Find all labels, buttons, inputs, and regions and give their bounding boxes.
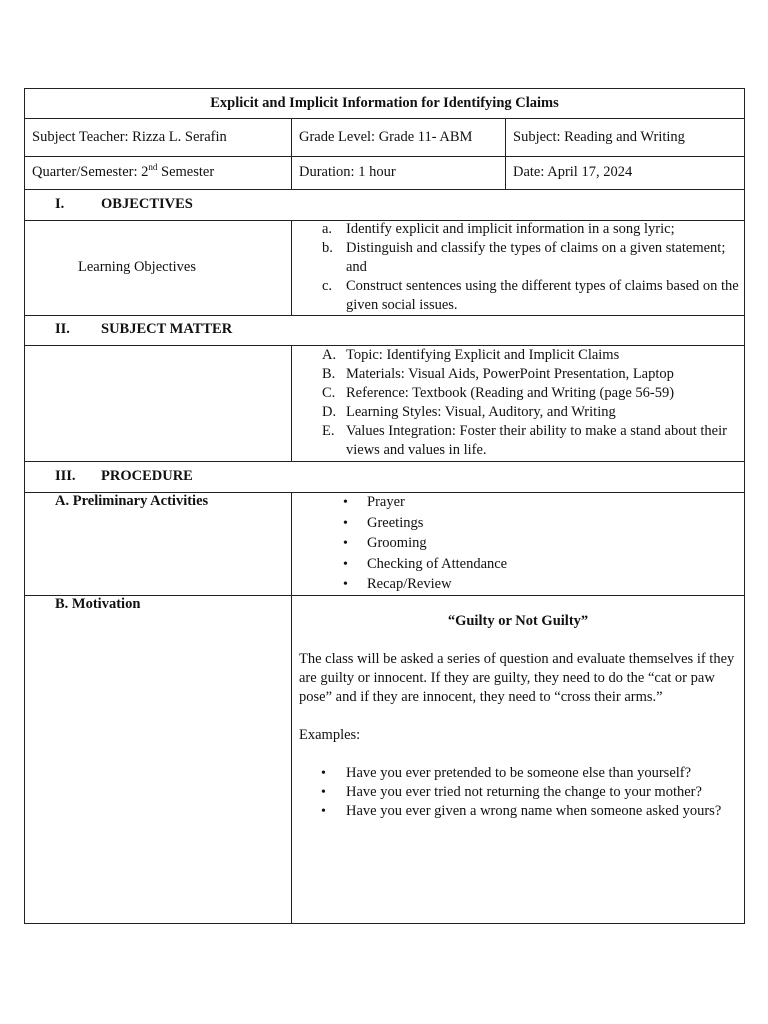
subject-matter-text: Learning Styles: Visual, Auditory, and Writing xyxy=(346,404,616,420)
preliminary-item-text: Checking of Attendance xyxy=(367,555,508,572)
date: Date: April 17, 2024 xyxy=(505,157,745,189)
objectives-number: I. xyxy=(55,196,65,212)
objective-item xyxy=(322,239,745,277)
preliminary-item-text: Recap/Review xyxy=(367,576,452,592)
example-text: Have you ever given a wrong name when someone asked yours? xyxy=(346,803,722,819)
preliminary-list-cell xyxy=(291,493,745,595)
lesson-plan-table xyxy=(24,88,745,924)
subject-matter-text: Values Integration: Foster their ability to make a stand about their views and values in life. xyxy=(346,423,727,458)
preliminary-label-cell xyxy=(25,493,291,595)
subject-matter-list xyxy=(322,346,745,460)
objectives-list xyxy=(322,220,745,315)
bullet: • xyxy=(343,536,348,551)
objectives-row xyxy=(24,221,745,316)
activity-description: The class will be asked a series of question and evaluate themselves if they are guilty or innocent. If they are guilty, they need to do the “cat or paw pose” and if they are innocent, they need to “cross their arms.” xyxy=(299,651,735,705)
example-text: Have you ever pretended to be someone else than yourself? xyxy=(346,765,692,781)
subject-matter-item xyxy=(322,384,745,403)
objectives-heading-row xyxy=(24,190,745,221)
subject-matter-marker: A. xyxy=(322,347,337,363)
subject-matter-text: Materials: Visual Aids, PowerPoint Presentation, Laptop xyxy=(346,366,674,382)
preliminary-item xyxy=(343,493,745,514)
subject-matter-number: II. xyxy=(55,321,70,337)
objective-text: Identify explicit and implicit information in a song lyric; xyxy=(346,221,675,237)
preliminary-list xyxy=(343,493,745,596)
example-item xyxy=(321,802,737,821)
objectives-list-cell xyxy=(291,221,745,315)
motivation-row xyxy=(24,596,745,924)
example-text: Have you ever tried not returning the change to your mother? xyxy=(346,784,702,800)
quarter-semester xyxy=(25,157,291,189)
title-row xyxy=(24,88,745,119)
procedure-heading: PROCEDURE xyxy=(101,468,193,484)
learning-objectives-label: Learning Objectives xyxy=(78,259,196,275)
subject: Subject: Reading and Writing xyxy=(505,119,745,156)
quarter-superscript: nd xyxy=(148,162,158,173)
subject-matter-marker: D. xyxy=(322,404,337,420)
motivation-label-cell xyxy=(25,596,291,923)
quarter-suffix: Semester xyxy=(157,164,215,180)
activity-title: “Guilty or Not Guilty” xyxy=(447,613,589,629)
bullet: • xyxy=(321,766,326,781)
subject-matter-marker: B. xyxy=(322,366,336,382)
bullet: • xyxy=(321,785,326,800)
preliminary-item-text: Greetings xyxy=(367,514,424,531)
examples-list xyxy=(299,764,737,821)
objective-item xyxy=(322,277,745,315)
procedure-number: III. xyxy=(55,468,76,484)
objective-marker: a. xyxy=(322,221,333,237)
subject-matter-list-cell xyxy=(291,346,745,461)
subject-matter-text: Topic: Identifying Explicit and Implicit Claims xyxy=(346,347,620,363)
subject-matter-text: Reference: Textbook (Reading and Writing (page 56-59) xyxy=(346,385,675,401)
procedure-heading-row xyxy=(24,462,745,493)
document-title: Explicit and Implicit Information for Identifying Claims xyxy=(210,95,559,111)
learning-objectives-cell xyxy=(25,221,291,315)
examples-label: Examples: xyxy=(299,727,361,743)
bullet: • xyxy=(343,495,348,510)
subject-teacher: Subject Teacher: Rizza L. Serafin xyxy=(32,129,227,145)
quarter-prefix: Quarter/Semester: 2 xyxy=(32,164,149,180)
subject-matter-item xyxy=(322,346,745,365)
preliminary-item xyxy=(343,575,745,596)
example-item xyxy=(321,764,737,783)
bullet: • xyxy=(343,556,348,572)
subject-matter-heading-row xyxy=(24,316,745,346)
grade-level: Grade Level: Grade 11- ABM xyxy=(291,119,505,156)
preliminary-item xyxy=(343,514,745,535)
bullet: • xyxy=(321,804,326,819)
example-item xyxy=(321,783,737,802)
objective-marker: b. xyxy=(322,240,333,256)
header-row-1 xyxy=(24,119,745,157)
preliminary-item xyxy=(343,555,745,576)
motivation-content-cell xyxy=(291,596,745,923)
motivation-label: B. Motivation xyxy=(55,596,141,612)
subject-matter-item xyxy=(322,403,745,422)
subject-matter-heading: SUBJECT MATTER xyxy=(101,321,233,337)
preliminary-activities-row xyxy=(24,493,745,596)
preliminary-activities-label: A. Preliminary Activities xyxy=(55,493,209,509)
objective-text: Distinguish and classify the types of claims on a given statement; and xyxy=(346,240,726,275)
duration: Duration: 1 hour xyxy=(291,157,505,189)
objective-marker: c. xyxy=(322,278,333,294)
preliminary-item-text: Grooming xyxy=(367,535,427,551)
subject-matter-item xyxy=(322,422,745,460)
subject-matter-marker: E. xyxy=(322,423,335,439)
preliminary-item-text: Prayer xyxy=(367,494,405,510)
subject-matter-item xyxy=(322,365,745,384)
header-row-2 xyxy=(24,157,745,190)
bullet: • xyxy=(343,577,348,592)
objective-item xyxy=(322,220,745,239)
subject-matter-row xyxy=(24,346,745,462)
objective-text: Construct sentences using the different types of claims based on the given social issues. xyxy=(346,278,739,313)
bullet: • xyxy=(343,515,348,531)
objectives-heading: OBJECTIVES xyxy=(101,196,193,212)
preliminary-item xyxy=(343,534,745,555)
subject-matter-marker: C. xyxy=(322,385,336,401)
